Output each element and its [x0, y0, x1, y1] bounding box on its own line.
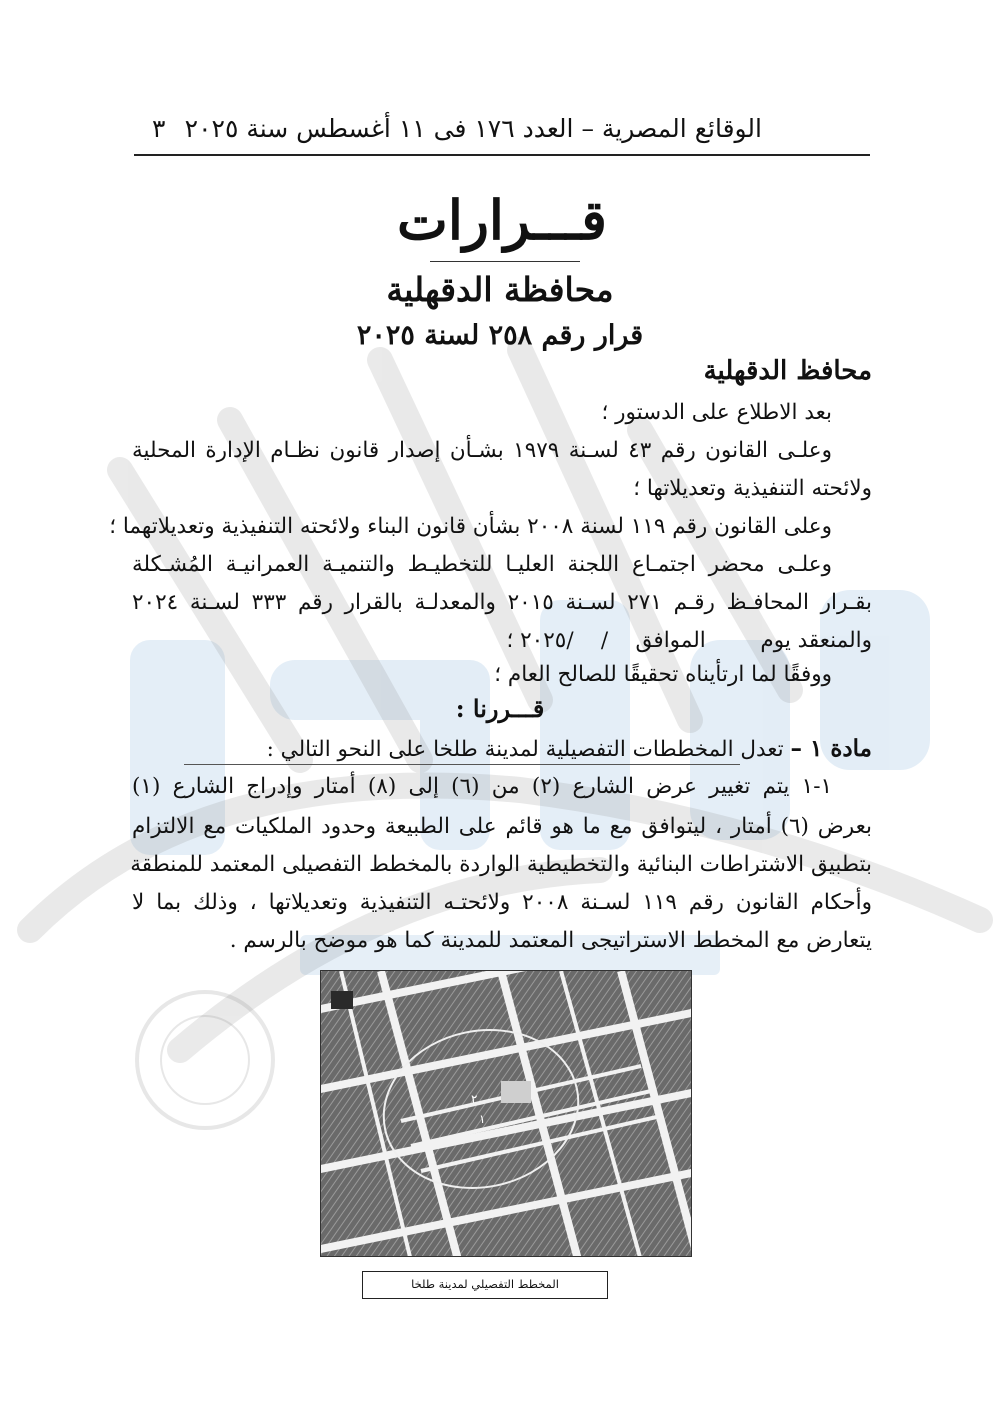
governorate-name: محافظة الدقهلية — [386, 270, 614, 309]
article-label: مادة ١ – — [790, 735, 872, 762]
title-rule — [430, 261, 580, 262]
preamble-line: والمنعقد يوم الموافق / /٢٠٢٥ ؛ — [506, 628, 872, 653]
detailed-plan-map — [320, 970, 692, 1257]
decree-number: قرار رقم ٢٥٨ لسنة ٢٠٢٥ — [356, 320, 644, 351]
map-drawing — [321, 971, 691, 1256]
issuer-heading: محافظ الدقهلية — [703, 356, 872, 386]
article-text: تعدل المخططات التفصيلية لمدينة طلخا على النحو التالي : — [266, 737, 791, 762]
page-number: ٣ — [152, 114, 166, 143]
map-dark-block — [331, 991, 353, 1009]
map-caption-box — [362, 1271, 608, 1299]
watermark-seal — [137, 992, 273, 1128]
clause-line: بتطبيق الاشتراطات البنائية والتخطيطية الواردة بالمخطط التفصيلى المعتمد للمنطقة — [130, 852, 872, 877]
preamble-line: بعد الاطلاع على الدستور ؛ — [601, 400, 832, 425]
decided-heading: قـــررنا : — [455, 694, 545, 723]
preamble-line: وعلـى القانون رقم ٤٣ لسـنة ١٩٧٩ بشـأن إصدار قانون نظـام الإدارة المحلية — [132, 438, 832, 463]
header-rule — [134, 154, 870, 156]
running-header — [134, 108, 870, 154]
clause-line: بعرض (٦) أمتار ، ليتوافق مع ما هو قائم على الطبيعة وحدود الملكيات مع الالتزام — [132, 814, 872, 839]
preamble-line: ووفقًا لما ارتأيناه تحقيقًا للصالح العام ؛ — [494, 662, 832, 687]
clause-line: ١-١ يتم تغيير عرض الشارع (٢) من (٦) إلى (٨) أمتار وإدراج الشارع (١) — [132, 774, 833, 799]
preamble-line: وعلى القانون رقم ١١٩ لسنة ٢٠٠٨ بشأن قانون البناء ولائحته التنفيذية وتعديلاتهما ؛ — [109, 514, 832, 539]
street-label-2: ٢ — [471, 1092, 478, 1106]
street-label-1: ١ — [479, 1112, 486, 1126]
preamble-line: بقـرار المحافـظ رقـم ٢٧١ لسـنة ٢٠١٥ والمعدلـة بالقرار رقم ٣٣٣ لسـنة ٢٠٢٤ — [132, 590, 873, 615]
preamble-line: ولائحته التنفيذية وتعديلاتها ؛ — [633, 476, 872, 501]
clause-line: وأحكام القانون رقم ١١٩ لسـنة ٢٠٠٨ ولائحتـه التنفيذية وتعديلاتها ، وذلك بما لا — [132, 890, 872, 915]
map-highlight-block — [501, 1081, 531, 1103]
clause-line: يتعارض مع المخطط الاستراتيجى المعتمد للمدينة كما هو موضح بالرسم . — [229, 928, 872, 953]
running-title: الوقائع المصرية – العدد ١٧٦ فى ١١ أغسطس سنة ٢٠٢٥ — [184, 114, 762, 143]
preamble-line: وعلـى محضر اجتمـاع اللجنة العليـا للتخطيـط والتنميـة العمرانيـة المُشـكلة — [132, 552, 832, 577]
section-title: قـــرارات — [397, 188, 607, 252]
article-underline — [184, 764, 740, 765]
map-caption: المخطط التفصيلي لمدينة طلخا — [411, 1277, 559, 1291]
